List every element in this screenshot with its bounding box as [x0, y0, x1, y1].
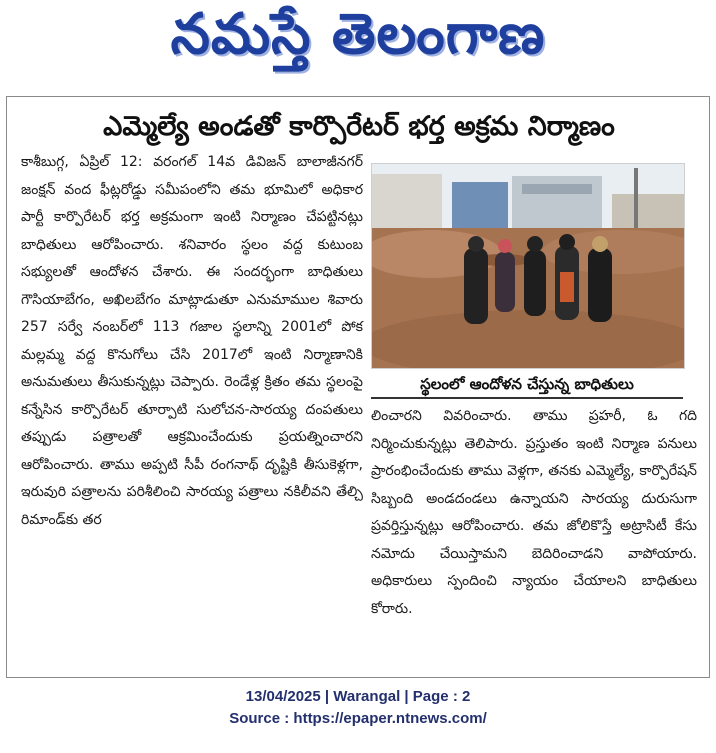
article-photo: [371, 163, 685, 369]
footer-meta-line: [0, 686, 716, 708]
news-clipping: [6, 96, 710, 678]
masthead: [0, 0, 716, 82]
footer: [0, 686, 716, 730]
footer-separator: |: [404, 688, 413, 705]
footer-page: Page : 2: [412, 688, 471, 705]
article-body-left-column: కాశీబుగ్గ, ఏప్రిల్ 12: వరంగల్ 14వ డివిజన్ బాలాజీనగర్ జంక్షన్ వంద ఫీట్లరోడ్డు సమీపంలోని తమ భూమిలో అధికార పార్టీ కార్పొరేటర్ భర్త అక్రమంగా ఇంటి నిర్మాణం చేపట్టినట్లు బాధితులు ఆరోపించారు. శనివారం స్థలం వద్ద కుటుంబ సభ్యులతో ఆందోళన చేశారు. ఈ సందర్భంగా బాధితులు గౌసియాబేగం, అఖిలబేగం మాట్లాడుతూ ఎనుమాముల శివారు 257 సర్వే నంబర్‌లో 113 గజాల స్థలాన్ని 2001లో పోక మల్లమ్మ వద్ద కొనుగోలు చేసి 2017లో ఇంటి నిర్మాణానికి అనుమతులు తీసుకున్నట్లు చెప్పారు. రెండేళ్ల క్రితం తమ స్థలంపై కన్నేసిన కార్పొరేటర్ తూర్పాటి సులోచన-సారయ్య దంపతులు తప్పుడు పత్రాలతో ఆక్రమించేందుకు ప్రయత్నించారని ఆరోపించారు. తాము అప్పటి సీపీ రంగనాథ్ దృష్టికి తీసుకెళ్లగా, ఇరువురి పత్రాలను పరిశీలించి సారయ్య పత్రాలు నకిలీవని తేల్చి రిమాండ్‌కు తర: [21, 154, 363, 528]
article-headline: ఎమ్మెల్యే అండతో కార్పొరేటర్ భర్త అక్రమ నిర్మాణం: [103, 111, 615, 142]
footer-date: 13/04/2025: [245, 688, 321, 705]
photo-caption: స్థలంలో ఆందోళన చేస్తున్న బాధితులు: [371, 371, 683, 399]
footer-edition: Warangal: [333, 688, 401, 705]
footer-source-label: Source :: [229, 710, 290, 727]
newspaper-logo: నమస్తే తెలంగాణ: [170, 1, 546, 67]
article-body-right-column: లించారని వివరించారు. తాము ప్రహరీ, ఓ గది నిర్మించుకున్నట్లు తెలిపారు. ప్రస్తుతం ఇంటి నిర్మాణ పనులు ప్రారంభించేందుకు తాము వెళ్లగా, తనకు ఎమ్మెల్యే, కార్పొరేషన్ సిబ్బంది అండదండలు ఉన్నాయని సారయ్య దురుసుగా ప్రవర్తిస్తున్నట్లు ఆరోపించారు. తమ జోలికొస్తే అట్రాసిటీ కేసు నమోదు చేయిస్తామని బెదిరించాడని వాపోయారు. అధికారులు స్పందించి న్యాయం చేయాలని బాధితులు కోరారు.: [371, 408, 697, 617]
footer-separator: |: [324, 688, 334, 705]
protest-photo-illustration: [372, 164, 684, 368]
footer-source-link[interactable]: https://epaper.ntnews.com/: [293, 710, 487, 727]
footer-source-line: [0, 708, 716, 730]
